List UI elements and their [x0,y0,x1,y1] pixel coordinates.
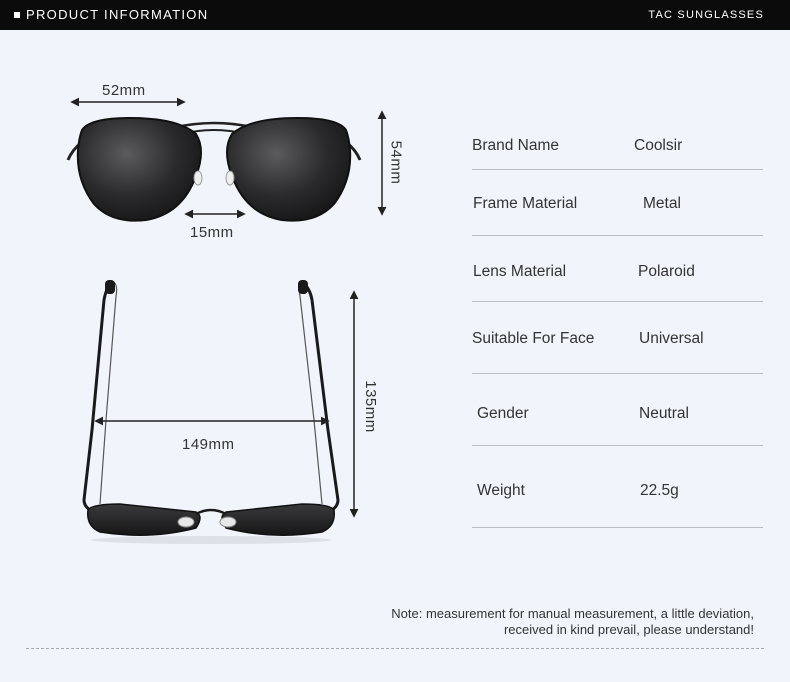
spec-label: Frame Material [473,195,578,212]
divider [472,301,763,302]
bridge-width-label: 15mm [190,224,234,241]
spec-label: Gender [477,405,529,422]
spec-value: Coolsir [634,137,683,154]
frame-width-label: 149mm [182,436,235,453]
lens-width-label: 52mm [102,82,146,99]
divider [472,169,763,170]
divider [472,373,763,374]
spec-label: Brand Name [472,137,560,154]
lens-height-label: 54mm [387,140,405,185]
spec-value: Neutral [639,405,689,422]
spec-label: Lens Material [473,263,567,280]
spec-value: Universal [639,330,704,347]
measurement-note [294,606,754,638]
spec-label: Suitable For Face [472,330,595,347]
note-line-1: Note: measurement for manual measurement, a little deviation, [391,606,754,621]
note-line-2: received in kind prevail, please understand! [503,622,754,637]
spec-value: Polaroid [638,263,695,280]
temple-length-label: 135mm [361,380,379,433]
spec-label: Weight [477,482,525,499]
dashed-divider [26,648,764,649]
spec-value: Metal [643,195,681,212]
front-view-glasses [68,118,360,221]
divider [472,235,763,236]
header-title: PRODUCT INFORMATION [26,7,209,22]
header-brand: TAC SUNGLASSES [648,9,764,21]
divider [472,527,763,528]
divider [472,445,763,446]
top-view-glasses [84,280,338,544]
spec-value: 22.5g [640,482,679,499]
